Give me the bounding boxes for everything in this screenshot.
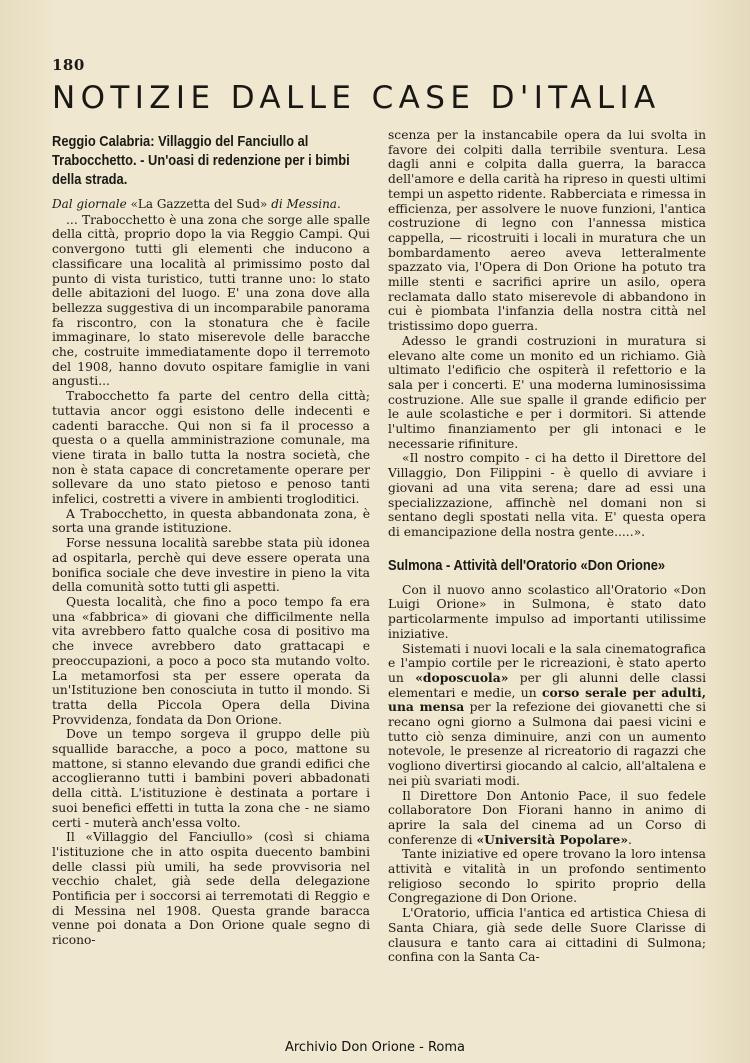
archive-footer: Archivio Don Orione - Roma — [284, 1040, 466, 1055]
paragraph: A Trabocchetto, in questa abbandonata zona, è sorta una grande istituzione. — [52, 506, 370, 536]
section-spacer — [388, 540, 706, 552]
paragraph: L'Oratorio, ufficia l'antica ed artistica Chiesa di Santa Chiara, già sede delle Suore Clarisse di clausura e tanto cara ai cittadini di Sulmona; confina con la Santa Ca- — [388, 906, 706, 965]
article-source — [52, 197, 370, 212]
paragraph — [388, 789, 706, 848]
paragraph: Tante iniziative ed opere trovano la loro intensa attività e vitalità in un profondo sentimento religioso secondo lo spirito proprio della Congregazione di Don Orione. — [388, 847, 706, 906]
bold-run: «Università Popolare» — [476, 831, 629, 847]
source-prefix: Dal giornale — [52, 197, 127, 211]
bold-run: «doposcuola» — [415, 669, 509, 685]
right-column — [388, 128, 706, 965]
page-title: NOTIZIE DALLE CASE D'ITALIA — [52, 80, 661, 116]
paragraph: Dove un tempo sorgeva il gruppo delle più squallide baracche, a poco a poco, mattone su mattone, si stanno elevando due grandi edifici che accoglieranno tutti i bambini poveri abbadonati della città. L'istituzione è destinata a portare i suoi benefici effetti in tutta la zona che - ne siamo certi - muterà anch'essa volto. — [52, 727, 370, 830]
article-title-sulmona: Sulmona - Attività dell'Oratorio «Don Orione» — [388, 556, 666, 574]
paragraph: ... Trabocchetto è una zona che sorge alle spalle della città, proprio dopo la via Reggio Campi. Qui convergono tutti gli elementi che inducono a classificare una località al primissimo posto dal punto di vista turistico, tutti tranne uno: lo stato delle abitazioni del luogo. E' una zona dove alla bellezza suggestiva di un incomparabile panorama fa riscontro, con la stonatura che è facile immaginare, lo stato miserevole delle baracche che, costruite immediatamente dopo il terremoto del 1908, hanno dovuto ospitare famiglie in vani angusti... — [52, 212, 370, 389]
paragraph: Forse nessuna località sarebbe stata più idonea ad ospitarla, perchè qui deve essere operata una bonifica sociale che deve investire in pieno la vita della comunità sotto tutti gli aspetti. — [52, 536, 370, 595]
paragraph: Trabocchetto fa parte del centro della città; tuttavia ancor oggi esistono delle indecenti e cadenti baracche. Qui non si fa il processo a questa o a quella amministrazione comunale, ma viene tirata in ballo tutta la nostra società, che non è stata capace di concretamente operare per sollevare da uno stato pietoso e penoso tanti infelici, costretti a vivere in ambienti trogloditici. — [52, 389, 370, 507]
page-number: 180 — [52, 56, 85, 74]
paragraph: Questa località, che fino a poco tempo fa era una «fabbrica» di giovani che difficilmente nella vita avrebbero fatto qualche cosa di positivo ma che invece avrebbero dato grattacapi e preoccupazioni, a poco a poco sta mutando volto. La metamorfosi sta per essere operata da un'Istituzione ben conosciuta in tutto il mondo. Si tratta della Piccola Opera della Divina Provvidenza, fondata da Don Orione. — [52, 594, 370, 727]
article-title-reggio: Reggio Calabria: Villaggio del Fanciullo al Trabocchetto. - Un'oasi di redenzione per i bimbi della strada. — [52, 133, 350, 188]
bold-run: corso serale per adulti, una mensa — [388, 684, 706, 715]
text-run: per la refezione dei giovanetti che si recano ogni giorno a Sulmona dai paesi vicini e tutto ciò senza diminuire, anzi con un aumento notevole, le presenze al ricreatorio di ragazzi che vogliono divertirsi giocando al calcio, all'altalena e nei più svariati modi. — [388, 700, 707, 788]
paragraph: Adesso le grandi costruzioni in muratura si elevano alte come un monito ed un richiamo. Già ultimato l'edificio che ospiterà il refettorio e la sala per i concerti. E' una moderna luminosissima costruzione. Alle sue spalle il grande edificio per le aule scolastiche e per i dormitori. Si attende l'ultimo finanziamento per gli intonaci e le necessarie rifiniture. — [388, 333, 706, 451]
text-run: Sistemati i nuovi locali e la sala cinematografica e l'ampio cortile per le ricreazioni, è stato aperto un — [388, 641, 706, 685]
left-column — [52, 128, 370, 948]
paragraph: Con il nuovo anno scolastico all'Oratorio «Don Luigi Orione» in Sulmona, è stato dato particolarmente impulso ad importanti utilissime iniziative. — [388, 582, 706, 641]
text-run: . — [628, 832, 632, 847]
source-suffix: di Messina. — [271, 197, 341, 211]
text-run: Il Direttore Don Antonio Pace, il suo fedele collaboratore Don Fiorani hanno in animo di aprire la sala del cinema ad un Corso di conferenze di — [388, 788, 706, 847]
source-name: «La Gazzetta del Sud» — [130, 197, 268, 211]
paragraph: Il «Villaggio del Fanciullo» (così si chiama l'istituzione che in atto ospita duecento bambini delle classi più umili, ha sede provvisoria nel vecchio chalet, già sede della delegazione Pontificia per i soccorsi ai terremotati di Reggio e di Messina nel 1908. Questa grande baracca venne poi donata a Don Orione quale segno di ricono- — [52, 830, 370, 948]
text-run: per gli alunni delle classi elementari e medie, un — [388, 670, 706, 700]
paragraph: scenza per la instancabile opera da lui svolta in favore dei colpiti dalla terribile sventura. Lesa dagli anni e colpita dalla guerra, la baracca dell'amore e della carità ha ripreso in questi ultimi tempi un aspetto ridente. Rabberciata e rimessa in efficienza, per assolvere le nuove funzioni, l'antica costruzione di legno con l'annessa mistica cappella, — ricostruiti i locali in muratura che un bombardamento aereo aveva letteralmente spazzato via, l'Opera di Don Orione ha potuto tra mille stenti e sacrifici aprire un asilo, opera reclamata dallo stato miserevole di abbandono in cui è piombata l'infanzia della nostra città nel tristissimo dopo guerra. — [388, 128, 706, 334]
paragraph — [388, 642, 706, 789]
paragraph: «Il nostro compito - ci ha detto il Direttore del Villaggio, Don Filippini - è quello di avviare i giovani ad una vita serena; dare ad essi una specializzazione, affinchè nel domani non si sentano degli spostati nella vita. E' questa opera di emancipazione della nostra gente.....». — [388, 451, 706, 539]
